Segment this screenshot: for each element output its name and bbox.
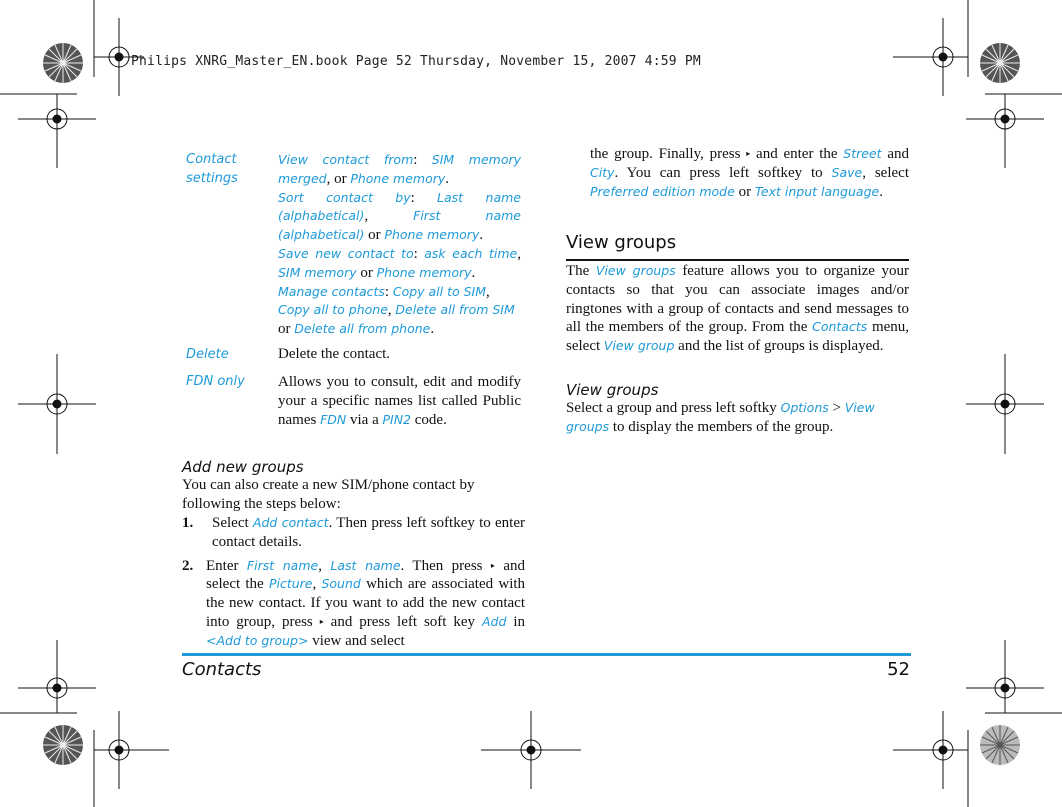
option-view-contact-from: View contact from: [278, 152, 414, 167]
add-groups-steps: [182, 514, 525, 651]
option-view-group: View group: [603, 338, 675, 354]
add-new-groups-intro: You can also create a new SIM/phone contact by following the steps below:: [182, 477, 475, 512]
right-arrow-icon: ▸: [490, 560, 495, 570]
color-bar-wheel-icon: [980, 43, 1020, 83]
option-save-new-contact-to: Save new contact to: [278, 245, 414, 261]
registration-mark-icon: [94, 711, 169, 789]
view-groups-subtitle: View groups: [566, 381, 659, 399]
section-divider: [566, 259, 909, 261]
row-label-fdn-only: FDN only: [186, 374, 245, 389]
option-sim-memory: SIM memory: [278, 264, 357, 280]
continued-paragraph: the group. Finally, press ▸ and enter the Street and City. You can press left softkey to Save, select Preferred edition mode or Text input language.: [590, 146, 909, 200]
option-ask-each-time: ask each time: [424, 245, 518, 261]
view-groups-paragraph: The View groups feature allows you to organize your contacts so that you can associate images and/or ringtones with a group of contacts and send messages to all the members of the group. From the Contacts menu, select View group and the list of groups is displayed.: [566, 263, 910, 355]
option-manage-contacts: Manage contacts: [278, 283, 385, 299]
registration-mark-icon: [18, 663, 96, 713]
color-bar-wheel-icon: [43, 43, 83, 83]
contact-settings-options: View contact from: SIM memory merged, or Phone memory. Sort contact by: Last name (alphabetical), First name (alphabetical) or Phone memory. Save new contact to: ask each time, SIM memory or Phone memory. Manage contacts: Copy all to SIM, Copy all to phone, Delete all from SIM or Delete all from phone.: [278, 152, 521, 338]
right-arrow-icon: ▸: [746, 149, 751, 158]
option-last-name-alpha: Last name (alphabetical): [278, 189, 521, 224]
registration-mark-icon: [18, 94, 96, 144]
registration-mark-icon: [893, 711, 968, 789]
row-label-contact-settings: Contact settings: [186, 152, 238, 186]
registration-mark-icon: [966, 354, 1044, 454]
registration-mark-icon: [481, 711, 581, 789]
option-view-groups: View groups: [566, 400, 875, 434]
option-sim-memory-merged: SIM memory merged: [278, 152, 521, 186]
list-item: 1. Select Add contact. Then press left softkey to enter contact details.: [182, 515, 525, 550]
option-delete-all-from-phone: Delete all from phone: [294, 321, 431, 337]
registration-mark-icon: [966, 663, 1044, 713]
menu-contacts: Contacts: [812, 319, 868, 335]
print-slug: Philips XNRG_Master_EN.book Page 52 Thursday, November 15, 2007 4:59 PM: [131, 54, 701, 69]
row-label-delete: Delete: [186, 347, 229, 362]
option-view-groups: View groups: [595, 263, 676, 278]
option-options: Options: [780, 400, 829, 415]
right-arrow-icon: ▸: [319, 616, 324, 626]
registration-mark-icon: [966, 94, 1044, 144]
footer-section-title: Contacts: [182, 659, 262, 680]
option-add-contact: Add contact: [252, 515, 329, 530]
add-new-groups-title: Add new groups: [182, 458, 304, 476]
color-bar-wheel-icon: [43, 725, 83, 765]
view-groups-heading: View groups: [566, 232, 677, 253]
option-copy-all-to-phone: Copy all to phone: [278, 302, 388, 318]
view-groups-instructions: Select a group and press left softky Options > View groups to display the members of the group.: [566, 400, 875, 435]
color-bar-wheel-icon: [980, 725, 1020, 765]
option-sort-contact-by: Sort contact by: [278, 189, 411, 205]
option-phone-memory: Phone memory: [350, 170, 446, 186]
page-number: 52: [887, 659, 910, 680]
registration-mark-icon: [18, 354, 96, 454]
registration-mark-icon: [893, 18, 968, 96]
option-delete-all-from-sim: Delete all from SIM: [395, 302, 515, 318]
list-item: 2. Enter First name, Last name. Then press ▸ and select the Picture, Sound which are associated with the new contact. If you want to add the new contact into group, press ▸ and press left soft key Add in <Add to group> view and select: [182, 557, 526, 649]
option-copy-all-to-sim: Copy all to SIM: [392, 283, 487, 299]
option-first-name-alpha: First name (alphabetical): [278, 208, 521, 243]
option-phone-memory: Phone memory: [384, 227, 480, 243]
footer-rule: [182, 653, 911, 656]
option-phone-memory: Phone memory: [376, 264, 472, 280]
delete-description: Delete the contact.: [278, 346, 391, 362]
fdn-description: Allows you to consult, edit and modify your a specific names list called Public names FDN via a PIN2 code.: [278, 374, 521, 428]
